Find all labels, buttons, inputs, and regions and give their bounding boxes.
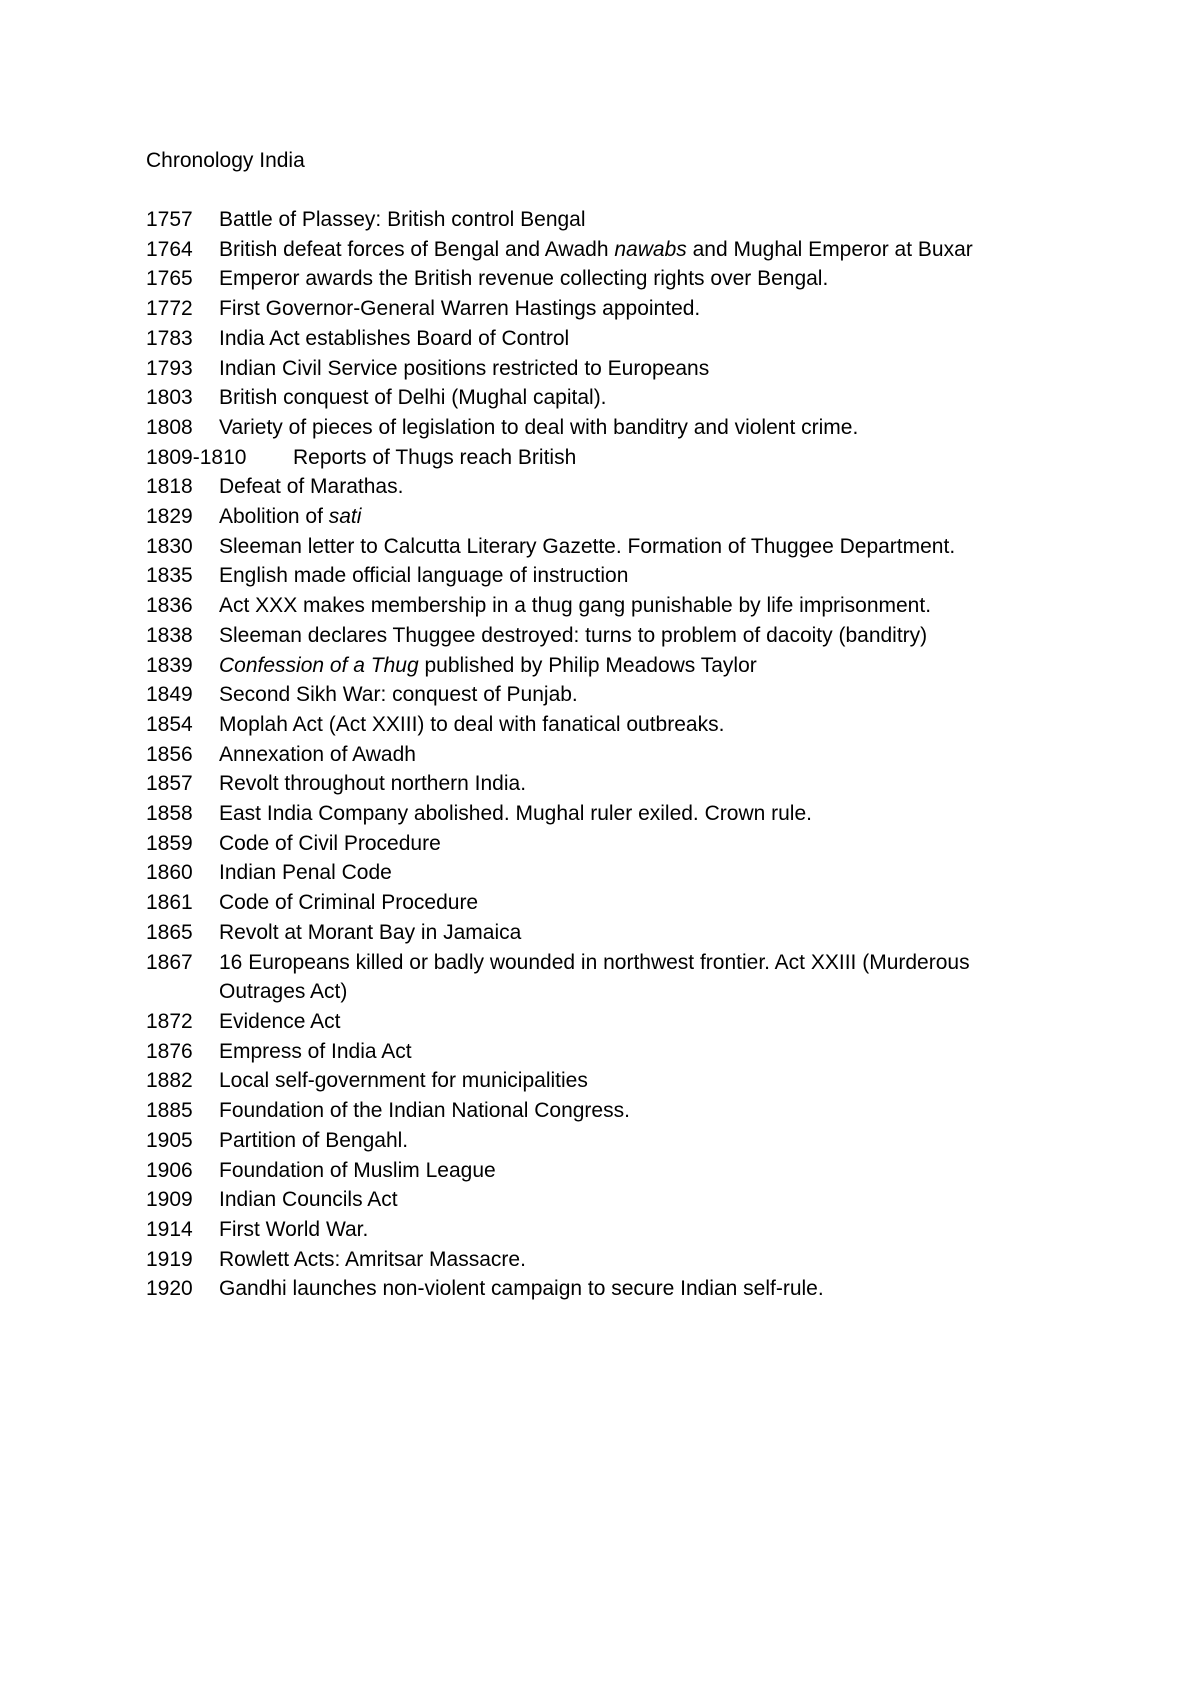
entry-year: 1920 — [146, 1277, 193, 1301]
description-text: Code of Civil Procedure — [219, 831, 441, 855]
entry-year: 1838 — [146, 623, 193, 647]
entry-description — [219, 1274, 1046, 1304]
entry-description — [219, 324, 1046, 354]
description-text: British defeat forces of Bengal and Awadh — [219, 237, 615, 261]
entry-description — [219, 383, 1046, 413]
entry-description — [219, 235, 1046, 265]
chronology-entry — [146, 324, 1046, 354]
chronology-entry — [146, 888, 1046, 918]
entry-year: 1803 — [146, 386, 193, 410]
description-text: published by Philip Meadows Taylor — [418, 653, 757, 677]
entry-description — [219, 1126, 1046, 1156]
entry-year: 1919 — [146, 1247, 193, 1271]
description-text: Indian Penal Code — [219, 861, 392, 885]
chronology-entry — [146, 532, 1046, 562]
chronology-entry — [146, 413, 1046, 443]
chronology-entry — [146, 294, 1046, 324]
chronology-entry — [146, 235, 1046, 265]
description-text: Sleeman letter to Calcutta Literary Gazette. Formation of Thuggee Department. — [219, 534, 956, 558]
chronology-entry — [146, 680, 1046, 710]
chronology-entry — [146, 1037, 1046, 1067]
entry-description — [219, 205, 1046, 235]
italic-term: nawabs — [614, 237, 687, 261]
description-text: Abolition of — [219, 505, 329, 529]
entry-description — [219, 888, 1046, 918]
entry-year: 1885 — [146, 1099, 193, 1123]
entry-year: 1872 — [146, 1009, 193, 1033]
entry-year: 1909 — [146, 1188, 193, 1212]
description-text: Defeat of Marathas. — [219, 475, 404, 499]
entry-description — [219, 918, 1046, 948]
entry-year: 1839 — [146, 653, 193, 677]
chronology-entry — [146, 383, 1046, 413]
entry-year: 1865 — [146, 920, 193, 944]
entry-year: 1849 — [146, 683, 193, 707]
chronology-entry — [146, 1274, 1046, 1304]
description-text: Annexation of Awadh — [219, 742, 416, 766]
entry-year: 1835 — [146, 564, 193, 588]
entry-year: 1856 — [146, 742, 193, 766]
description-text: Partition of Bengahl. — [219, 1128, 409, 1152]
chronology-list — [146, 205, 1046, 1304]
entry-description — [219, 264, 1046, 294]
entry-description — [219, 1215, 1046, 1245]
description-text: 16 Europeans killed or badly wounded in northwest frontier. Act XXIII (Murderous Outrages Act) — [219, 950, 970, 1004]
description-text: Foundation of the Indian National Congress. — [219, 1099, 630, 1123]
entry-description — [219, 651, 1046, 681]
entry-description — [219, 858, 1046, 888]
description-text: Revolt at Morant Bay in Jamaica — [219, 920, 522, 944]
entry-year: 1809-1810 — [146, 445, 247, 469]
chronology-entry — [146, 829, 1046, 859]
chronology-entry — [146, 1185, 1046, 1215]
description-text: Empress of India Act — [219, 1039, 412, 1063]
entry-description — [219, 413, 1046, 443]
chronology-entry — [146, 591, 1046, 621]
chronology-entry — [146, 1156, 1046, 1186]
entry-description — [219, 1037, 1046, 1067]
description-text: Indian Councils Act — [219, 1188, 398, 1212]
description-text: First Governor-General Warren Hastings appointed. — [219, 297, 701, 321]
entry-description — [219, 829, 1046, 859]
entry-description — [219, 740, 1046, 770]
entry-description — [219, 1066, 1046, 1096]
entry-description — [219, 799, 1046, 829]
chronology-entry — [146, 1126, 1046, 1156]
entry-year: 1829 — [146, 505, 193, 529]
description-text: Evidence Act — [219, 1009, 341, 1033]
entry-year: 1783 — [146, 326, 193, 350]
entry-description — [219, 1096, 1046, 1126]
entry-year: 1882 — [146, 1069, 193, 1093]
entry-description — [219, 769, 1046, 799]
description-text: India Act establishes Board of Control — [219, 326, 570, 350]
description-text: Code of Criminal Procedure — [219, 891, 479, 915]
chronology-entry — [146, 561, 1046, 591]
description-text: and Mughal Emperor at Buxar — [686, 237, 973, 261]
description-text: Local self-government for municipalities — [219, 1069, 588, 1093]
italic-term: sati — [328, 505, 362, 529]
entry-year: 1772 — [146, 297, 193, 321]
chronology-entry — [146, 1245, 1046, 1275]
description-text: Battle of Plassey: British control Bengal — [219, 208, 586, 231]
chronology-entry — [146, 205, 1046, 235]
description-text: Second Sikh War: conquest of Punjab. — [219, 683, 578, 707]
chronology-entry — [146, 710, 1046, 740]
entry-year: 1905 — [146, 1128, 193, 1152]
chronology-entry — [146, 1066, 1046, 1096]
entry-year: 1858 — [146, 802, 193, 826]
entry-year: 1818 — [146, 475, 193, 499]
entry-description — [219, 1245, 1046, 1275]
entry-description — [219, 294, 1046, 324]
entry-year: 1860 — [146, 861, 193, 885]
entry-year: 1854 — [146, 712, 193, 736]
entry-description — [219, 680, 1046, 710]
chronology-entry — [146, 264, 1046, 294]
chronology-entry — [146, 948, 1046, 1007]
description-text: British conquest of Delhi (Mughal capital). — [219, 386, 607, 410]
entry-year: 1808 — [146, 415, 193, 439]
entry-year: 1757 — [146, 208, 193, 231]
description-text: Foundation of Muslim League — [219, 1158, 496, 1182]
entry-description — [219, 591, 1046, 621]
description-text: Revolt throughout northern India. — [219, 772, 527, 796]
chronology-entry — [146, 354, 1046, 384]
entry-description — [219, 502, 1046, 532]
entry-description — [219, 532, 1046, 562]
entry-year: 1857 — [146, 772, 193, 796]
entry-description — [219, 354, 1046, 384]
entry-year: 1764 — [146, 237, 193, 261]
entry-description — [219, 1156, 1046, 1186]
description-text: Reports of Thugs reach British — [293, 445, 577, 469]
chronology-entry — [146, 799, 1046, 829]
chronology-entry — [146, 769, 1046, 799]
chronology-entry — [146, 472, 1046, 502]
entry-year: 1867 — [146, 950, 193, 974]
italic-term: Confession of a Thug — [219, 653, 419, 677]
entry-description — [219, 710, 1046, 740]
entry-year: 1765 — [146, 267, 193, 291]
entry-description — [219, 561, 1046, 591]
description-text: First World War. — [219, 1217, 369, 1241]
chronology-entry — [146, 918, 1046, 948]
entry-year: 1914 — [146, 1217, 193, 1241]
chronology-entry — [146, 1215, 1046, 1245]
description-text: Sleeman declares Thuggee destroyed: turns to problem of dacoity (banditry) — [219, 623, 928, 647]
description-text: Rowlett Acts: Amritsar Massacre. — [219, 1247, 526, 1271]
chronology-entry — [146, 621, 1046, 651]
chronology-entry — [146, 740, 1046, 770]
description-text: Indian Civil Service positions restricted to Europeans — [219, 356, 710, 380]
description-text: Moplah Act (Act XXIII) to deal with fanatical outbreaks. — [219, 712, 725, 736]
entry-year: 1861 — [146, 891, 193, 915]
description-text: East India Company abolished. Mughal ruler exiled. Crown rule. — [219, 802, 812, 826]
entry-year: 1906 — [146, 1158, 193, 1182]
description-text: Variety of pieces of legislation to deal with banditry and violent crime. — [219, 415, 859, 439]
chronology-entry — [146, 502, 1046, 532]
entry-description — [219, 621, 1046, 651]
entry-year: 1859 — [146, 831, 193, 855]
description-text: Gandhi launches non-violent campaign to secure Indian self-rule. — [219, 1277, 824, 1301]
entry-year: 1876 — [146, 1039, 193, 1063]
entry-year: 1793 — [146, 356, 193, 380]
entry-description — [293, 443, 1046, 473]
chronology-entry — [146, 443, 1046, 473]
chronology-entry — [146, 1007, 1046, 1037]
chronology-entry — [146, 858, 1046, 888]
entry-description — [219, 1007, 1046, 1037]
entry-description — [219, 472, 1046, 502]
entry-year: 1830 — [146, 534, 193, 558]
description-text: English made official language of instruction — [219, 564, 629, 588]
entry-year: 1836 — [146, 594, 193, 618]
document-title: Chronology India — [146, 149, 305, 172]
chronology-entry — [146, 651, 1046, 681]
description-text: Act XXX makes membership in a thug gang punishable by life imprisonment. — [219, 594, 932, 618]
entry-description — [219, 1185, 1046, 1215]
description-text: Emperor awards the British revenue collecting rights over Bengal. — [219, 267, 829, 291]
entry-description — [219, 948, 1046, 1007]
chronology-entry — [146, 1096, 1046, 1126]
